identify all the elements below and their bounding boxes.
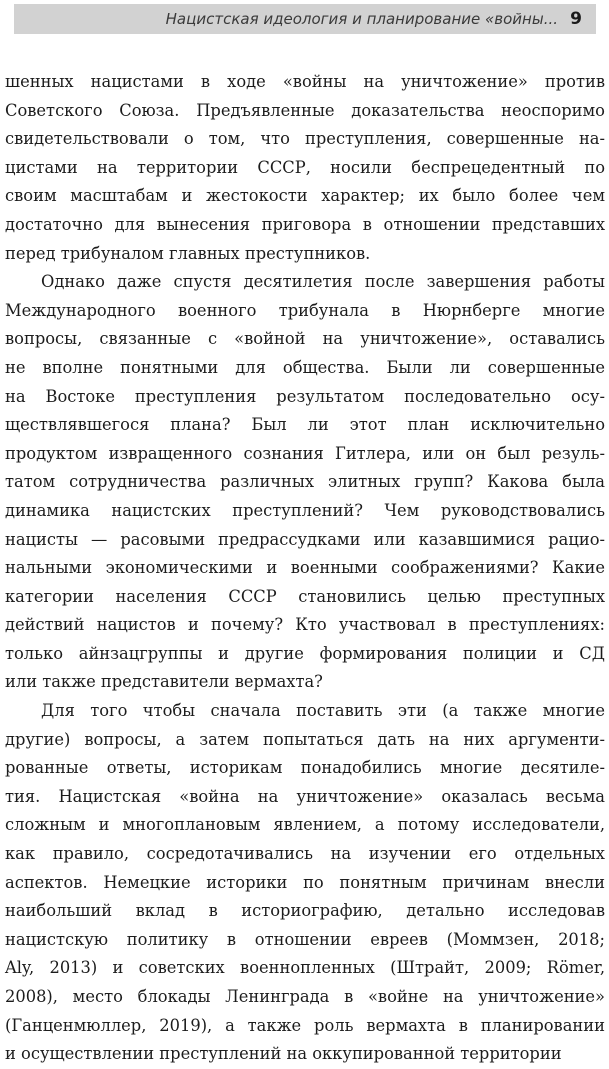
text-line: Однако даже спустя десятилетия после завершения работы [41,272,605,292]
paragraph [5,268,605,697]
text-line: татом сотрудничества различных элитных групп? Какова была [5,472,605,492]
text-line: рованные ответы, историкам понадобились многие десятиле- [5,758,605,778]
text-line: наибольший вклад в историографию, детально исследовав [5,901,605,921]
text-line: перед трибуналом главных преступников. [5,243,371,263]
text-line: динамика нацистских преступлений? Чем руководствовались [5,500,605,520]
text-line: Советского Союза. Предъявленные доказательства неоспоримо [5,100,605,120]
text-line: Для того чтобы сначала поставить эти (а также многие [41,701,605,721]
text-line: другие) вопросы, а затем попытаться дать на них аргументи- [5,729,605,749]
text-line: Aly, 2013) и советских военнопленных (Штрайт, 2009; Römer, [5,958,605,978]
body-text [5,68,605,1069]
text-line: нацистскую политику в отношении евреев (Моммзен, 2018; [5,929,605,949]
text-line: или также представители вермахта? [5,672,323,692]
running-head [14,4,596,34]
text-line: ществлявшегося плана? Был ли этот план исключительно [5,415,605,435]
text-line: достаточно для вынесения приговора в отношении представших [5,214,605,234]
text-line: шенных нацистами в ходе «войны на уничтожение» против [5,72,605,91]
page-number: 9 [570,9,582,29]
text-line: сложным и многоплановым явлением, а потому исследователи, [5,815,605,835]
paragraph [5,697,605,1069]
text-line: только айнзацгруппы и другие формирования полиции и СД [5,643,605,663]
text-line: продуктом извращенного сознания Гитлера, или он был резуль- [5,443,605,463]
text-line: тия. Нацистская «война на уничтожение» оказалась весьма [5,786,605,806]
paragraph [5,68,605,268]
text-line: нацисты — расовыми предрассудками или казавшимися рацио- [5,529,605,549]
text-line: на Востоке преступления результатом последовательно осу- [5,386,605,406]
text-line: свидетельствовали о том, что преступления, совершенные на- [5,129,605,149]
text-line: аспектов. Немецкие историки по понятным причинам внесли [5,872,605,892]
text-line: нальными экономическими и военными соображениями? Какие [5,558,605,578]
text-line: категории населения СССР становились целью преступных [5,586,605,606]
text-line: вопросы, связанные с «войной на уничтожение», оставались [5,329,605,349]
text-line: цистами на территории СССР, носили беспрецедентный по [5,157,605,177]
text-line: Международного военного трибунала в Нюрнберге многие [5,300,605,320]
text-line: как правило, сосредотачивались на изучении его отдельных [5,844,605,864]
running-title: Нацистская идеология и планирование «войны... [165,10,558,28]
text-line: (Ганценмюллер, 2019), а также роль вермахта в планировании [5,1015,605,1035]
text-line: своим масштабам и жестокости характер; их было более чем [5,186,605,206]
text-line: 2008), место блокады Ленинграда в «войне на уничтожение» [5,987,605,1006]
text-line: действий нацистов и почему? Кто участвовал в преступлениях: [5,615,605,635]
text-line: и осуществлении преступлений на оккупированной территории [5,1044,562,1064]
text-line: не вполне понятными для общества. Были ли совершенные [5,357,605,377]
